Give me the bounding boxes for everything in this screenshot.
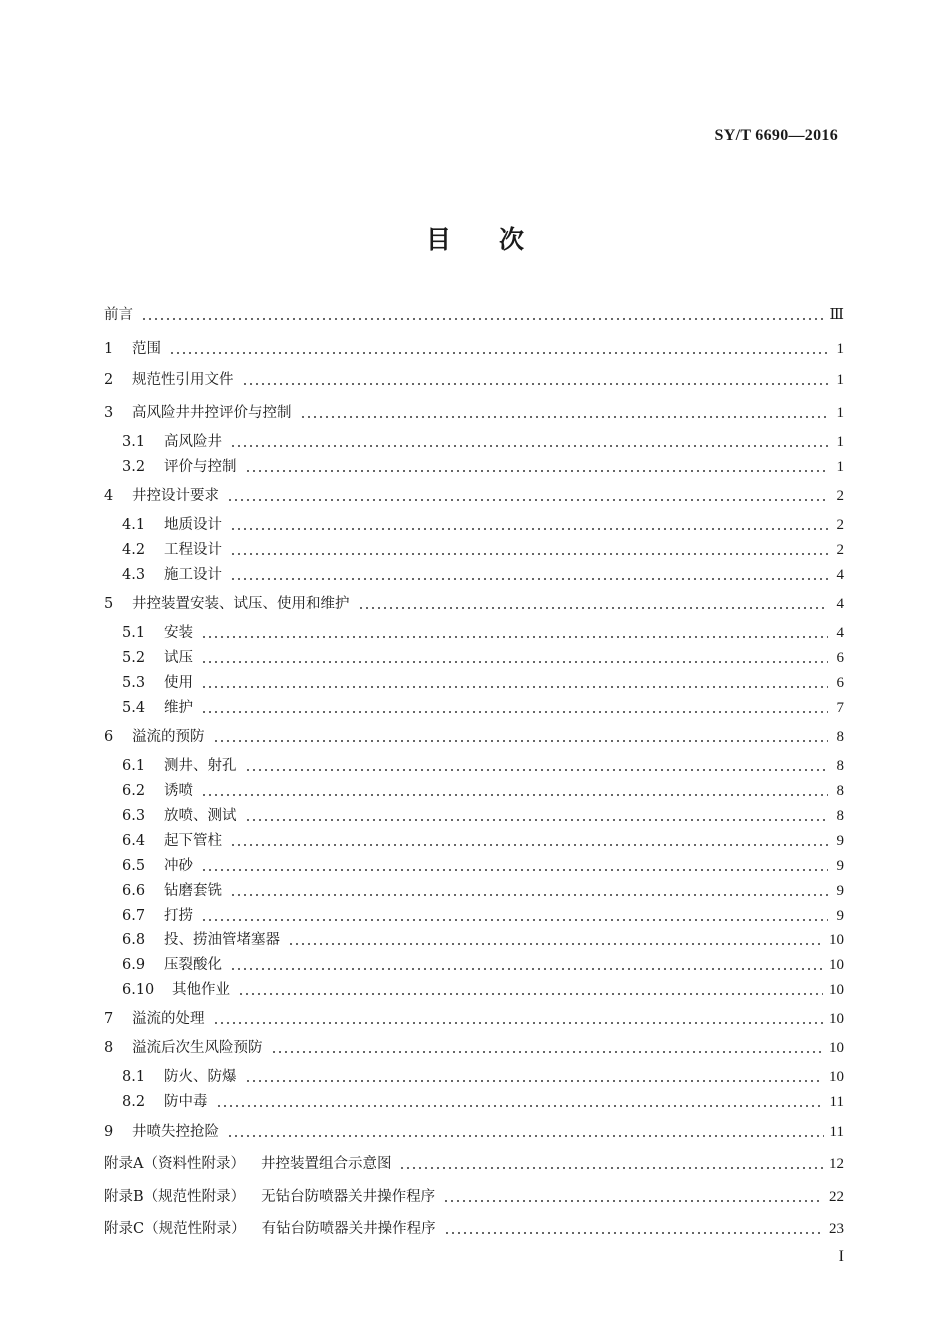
toc-entry-page: 10: [829, 932, 844, 948]
toc-entry-number: 8.2: [122, 1094, 146, 1110]
toc-entry[interactable]: [104, 693, 844, 717]
toc-entry-page: 6: [836, 650, 844, 666]
toc-entry[interactable]: [104, 300, 844, 324]
dot-leader: [201, 711, 828, 713]
toc-entry[interactable]: [104, 776, 844, 800]
toc-entry-label: 投、捞油管堵塞器: [164, 932, 280, 948]
dot-leader: [245, 1080, 824, 1082]
toc-entry-number: 附录B（规范性附录）: [104, 1189, 246, 1205]
toc-entry-number: 5.3: [122, 675, 146, 691]
toc-entry-page: 8: [836, 758, 844, 774]
toc-entry-page: 10: [829, 1011, 844, 1027]
dot-leader: [443, 1200, 823, 1202]
toc-entry-label: 钻磨套铣: [164, 883, 222, 899]
toc-entry-page: 4: [836, 596, 844, 612]
toc-entry[interactable]: [104, 826, 844, 850]
toc-entry[interactable]: [104, 722, 844, 746]
toc-entry[interactable]: [104, 801, 844, 825]
toc-entry-label: 防火、防爆: [164, 1069, 237, 1085]
dot-leader: [213, 740, 829, 742]
toc-entry[interactable]: [104, 365, 844, 389]
toc-entry-number: 8: [104, 1040, 114, 1056]
toc-entry-number: 5: [104, 596, 114, 612]
toc-entry-label: 防中毒: [164, 1094, 208, 1110]
toc-entry-label: 放喷、测试: [164, 808, 237, 824]
toc-entry-label: 规范性引用文件: [132, 372, 234, 388]
toc-entry-number: 6.2: [122, 783, 146, 799]
toc-entry-label: 地质设计: [164, 517, 222, 533]
toc-entry[interactable]: [104, 851, 844, 875]
dot-leader: [399, 1167, 823, 1169]
toc-entry-number: 6.10: [122, 982, 155, 998]
dot-leader: [201, 794, 828, 796]
toc-entry-number: 附录C（规范性附录）: [104, 1221, 246, 1237]
dot-leader: [238, 993, 823, 995]
toc-entry[interactable]: [104, 1117, 844, 1141]
toc-entry-number: 6.8: [122, 932, 146, 948]
dot-leader: [242, 383, 829, 385]
dot-leader: [230, 528, 828, 530]
dot-leader: [230, 578, 828, 580]
toc-entry-page: 11: [829, 1124, 844, 1140]
toc-entry-label: 前言: [104, 307, 133, 323]
dot-leader: [169, 352, 828, 354]
dot-leader: [230, 894, 828, 896]
page-title: 目次: [425, 225, 572, 254]
toc-entry-number: 6.9: [122, 957, 146, 973]
toc-entry-number: 5.4: [122, 700, 146, 716]
toc-entry-number: 1: [104, 341, 114, 357]
toc-entry-page: 8: [836, 808, 844, 824]
toc-entry-page: 11: [829, 1094, 844, 1110]
toc-entry-label: 压裂酸化: [164, 957, 222, 973]
toc-entry-label: 溢流后次生风险预防: [132, 1040, 263, 1056]
toc-entry-label: 范围: [132, 341, 161, 357]
toc-entry[interactable]: [104, 560, 844, 584]
toc-entry-page: 9: [836, 883, 844, 899]
toc-entry-number: 6.1: [122, 758, 146, 774]
dot-leader: [227, 499, 828, 501]
toc-entry-page: 9: [836, 908, 844, 924]
toc-entry[interactable]: [104, 618, 844, 642]
toc-entry-label: 起下管柱: [164, 833, 222, 849]
toc-entry-label: 溢流的处理: [132, 1011, 205, 1027]
dot-leader: [201, 869, 828, 871]
dot-leader: [300, 416, 829, 418]
toc-entry-label: 井喷失控抢险: [132, 1124, 219, 1140]
toc-entry-page: 1: [836, 434, 844, 450]
toc-entry-label: 其他作业: [172, 982, 230, 998]
dot-leader: [245, 769, 829, 771]
dot-leader: [213, 1022, 824, 1024]
dot-leader: [358, 607, 829, 609]
standard-code: SY/T 6690—2016: [714, 127, 838, 144]
toc-entry-number: 3.2: [122, 459, 146, 475]
toc-entry-label: 溢流的预防: [132, 729, 205, 745]
toc-entry-label: 使用: [164, 675, 193, 691]
toc-entry-page: 23: [829, 1221, 844, 1237]
toc-entry-page: 2: [836, 488, 844, 504]
toc-entry-label: 冲砂: [164, 858, 193, 874]
toc-entry-label: 无钻台防喷器关井操作程序: [261, 1189, 436, 1205]
toc-entry-page: 12: [829, 1156, 844, 1172]
toc-entry-page: 4: [836, 567, 844, 583]
toc-entry[interactable]: [104, 1004, 844, 1028]
toc-entry-number: 5.2: [122, 650, 146, 666]
toc-entry-label: 井控装置组合示意图: [260, 1156, 392, 1172]
page-number: I: [838, 1248, 844, 1265]
toc-entry-page: 10: [829, 1069, 844, 1085]
toc-entry-number: 6: [104, 729, 114, 745]
toc-entry-label: 安装: [164, 625, 193, 641]
toc-entry-number: 7: [104, 1011, 114, 1027]
dot-leader: [201, 686, 828, 688]
toc-entry-label: 测井、射孔: [164, 758, 237, 774]
toc-entry-page: 2: [836, 542, 844, 558]
toc-entry-page: 6: [836, 675, 844, 691]
toc-entry-number: 6.6: [122, 883, 146, 899]
toc-entry-page: 9: [836, 833, 844, 849]
toc-entry[interactable]: [104, 1087, 844, 1111]
toc-entry-label: 评价与控制: [164, 459, 237, 475]
toc-entry-number: 4.2: [122, 542, 146, 558]
toc-entry-label: 井控设计要求: [132, 488, 219, 504]
toc-entry-number: 3.1: [122, 434, 146, 450]
toc-entry-page: 22: [829, 1189, 844, 1205]
toc-entry-number: 9: [104, 1124, 114, 1140]
toc-entry[interactable]: [104, 975, 844, 999]
toc-entry[interactable]: [104, 950, 844, 974]
toc-entry-page: 10: [829, 1040, 844, 1056]
toc-entry[interactable]: [104, 334, 844, 358]
toc-entry-page: Ⅲ: [829, 307, 844, 323]
toc-entry[interactable]: [104, 751, 844, 775]
dot-leader: [230, 968, 823, 970]
toc-entry[interactable]: [104, 510, 844, 534]
toc-entry-number: 4.1: [122, 517, 146, 533]
toc-entry-label: 井控装置安装、试压、使用和维护: [132, 596, 350, 612]
toc-entry-number: 6.7: [122, 908, 146, 924]
dot-leader: [245, 819, 829, 821]
toc-entry[interactable]: [104, 1033, 844, 1057]
toc-entry-label: 工程设计: [164, 542, 222, 558]
toc-entry-page: 9: [836, 858, 844, 874]
toc-entry-label: 维护: [164, 700, 193, 716]
dot-leader: [201, 636, 828, 638]
dot-leader: [271, 1051, 824, 1053]
toc-entry[interactable]: [104, 1149, 844, 1173]
toc-entry[interactable]: [104, 668, 844, 692]
dot-leader: [444, 1232, 823, 1234]
toc-entry[interactable]: [104, 535, 844, 559]
toc-entry-page: 7: [836, 700, 844, 716]
toc-entry-number: 6.5: [122, 858, 146, 874]
toc-entry-page: 1: [836, 459, 844, 475]
toc-entry-page: 8: [836, 729, 844, 745]
toc-entry[interactable]: [104, 1062, 844, 1086]
dot-leader: [216, 1105, 824, 1107]
toc-entry[interactable]: [104, 1182, 844, 1206]
toc-entry-number: 8.1: [122, 1069, 146, 1085]
toc-entry-label: 试压: [164, 650, 193, 666]
toc-entry-number: 4.3: [122, 567, 146, 583]
toc-entry-label: 高风险井: [164, 434, 222, 450]
toc-entry[interactable]: [104, 901, 844, 925]
toc-entry-number: 6.4: [122, 833, 146, 849]
toc-entry-label: 打捞: [164, 908, 193, 924]
toc-entry[interactable]: [104, 876, 844, 900]
toc-entry-number: 2: [104, 372, 114, 388]
toc-entry-number: 5.1: [122, 625, 146, 641]
dot-leader: [230, 553, 828, 555]
dot-leader: [230, 844, 828, 846]
toc-entry[interactable]: [104, 643, 844, 667]
toc-entry-page: 1: [836, 405, 844, 421]
dot-leader: [201, 661, 828, 663]
toc-entry-label: 有钻台防喷器关井操作程序: [261, 1221, 436, 1237]
toc-entry[interactable]: [104, 589, 844, 613]
toc-entry[interactable]: [104, 925, 844, 949]
toc-entry[interactable]: [104, 452, 844, 476]
toc-entry-page: 1: [836, 372, 844, 388]
toc-entry-label: 施工设计: [164, 567, 222, 583]
dot-leader: [201, 919, 828, 921]
toc-entry-page: 10: [829, 957, 844, 973]
toc-entry-page: 4: [836, 625, 844, 641]
toc-entry[interactable]: [104, 481, 844, 505]
dot-leader: [245, 470, 829, 472]
toc-entry[interactable]: [104, 398, 844, 422]
toc-entry-label: 诱喷: [164, 783, 193, 799]
toc-entry-page: 1: [836, 341, 844, 357]
dot-leader: [141, 318, 824, 320]
toc-entry-page: 10: [829, 982, 844, 998]
toc-entry-page: 2: [836, 517, 844, 533]
dot-leader: [227, 1135, 824, 1137]
toc-entry-label: 高风险井井控评价与控制: [132, 405, 292, 421]
toc-entry-page: 8: [836, 783, 844, 799]
dot-leader: [288, 943, 823, 945]
toc-entry[interactable]: [104, 427, 844, 451]
toc-entry-number: 6.3: [122, 808, 146, 824]
dot-leader: [230, 445, 828, 447]
toc-entry-number: 4: [104, 488, 114, 504]
toc-entry-number: 附录A（资料性附录）: [104, 1156, 245, 1172]
toc-entry[interactable]: [104, 1214, 844, 1238]
toc-entry-number: 3: [104, 405, 114, 421]
